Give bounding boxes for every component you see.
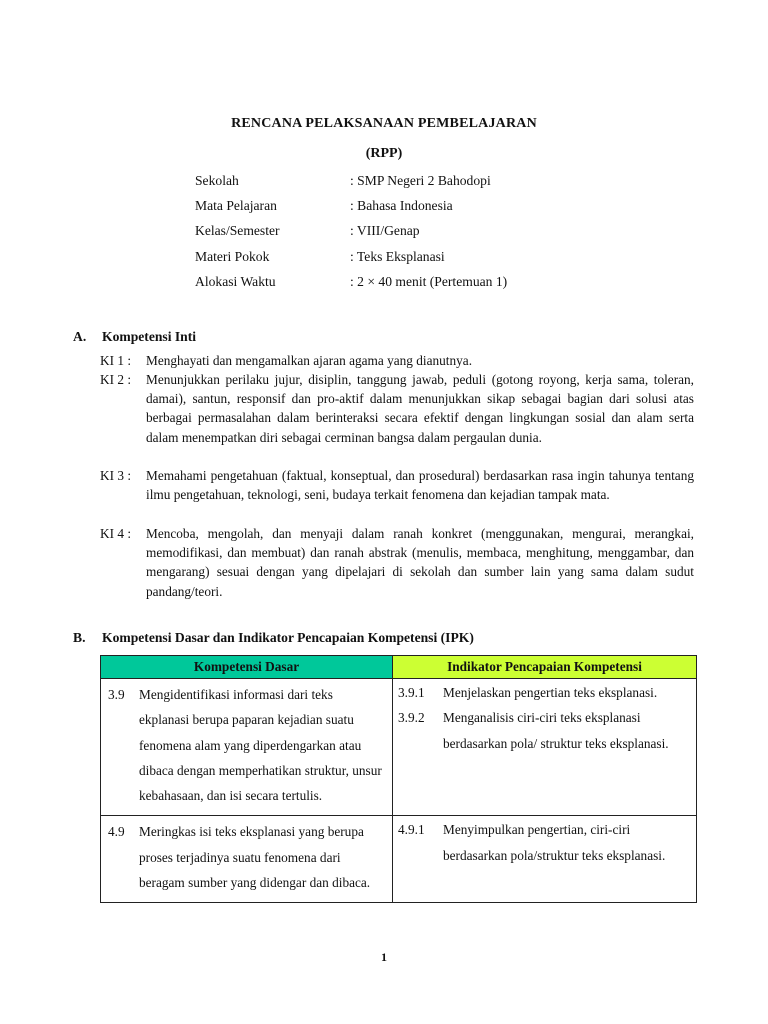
info-key: Materi Pokok [195, 249, 270, 264]
info-value: : 2 × 40 menit (Pertemuan 1) [350, 274, 508, 289]
ipk-item [398, 705, 695, 756]
header-kompetensi-dasar: Kompetensi Dasar [101, 656, 393, 679]
info-key: Kelas/Semester [195, 223, 280, 238]
info-key: Sekolah [195, 173, 239, 188]
ki-label: KI 1 : [100, 353, 132, 368]
kd-cell [101, 679, 393, 816]
kd-text: Mengidentifikasi informasi dari teks ekplanasi berupa paparan kejadian suatu fenomena alam yang diperdengarkan atau dibaca dengan memperhatikan struktur, unsur kebahasaan, dan isi secara tertulis. [139, 687, 382, 804]
ipk-text: Menyimpulkan pengertian, ciri-ciri berdasarkan pola/struktur teks eksplanasi. [443, 822, 666, 863]
section-b-heading [73, 630, 474, 646]
ki-label: KI 2 : [100, 372, 132, 387]
info-key: Mata Pelajaran [195, 198, 277, 213]
section-title: Kompetensi Inti [102, 329, 197, 344]
ipk-text: Menjelaskan pengertian teks eksplanasi. [443, 685, 658, 700]
info-value: : Bahasa Indonesia [350, 198, 453, 213]
ipk-code: 3.9.2 [398, 710, 425, 726]
table-row [101, 679, 697, 816]
section-a-heading [73, 329, 196, 345]
ipk-cell [393, 816, 697, 903]
header-indikator: Indikator Pencapaian Kompetensi [393, 656, 697, 679]
ipk-item [398, 817, 695, 868]
ki-item-2 [100, 370, 694, 447]
info-value: : Teks Eksplanasi [350, 249, 445, 264]
info-key: Alokasi Waktu [195, 274, 276, 289]
ki-text: Memahami pengetahuan (faktual, konseptual, dan prosedural) berdasarkan rasa ingin tahunya tentang ilmu pengetahuan, teknologi, seni, budaya terkait fenomena dan kejadian tampak mata. [146, 468, 694, 503]
ki-text: Menghayati dan mengamalkan ajaran agama yang dianutnya. [146, 353, 473, 368]
kd-text: Meringkas isi teks eksplanasi yang berupa proses terjadinya suatu fenomena dari beragam sumber yang didengar dan dibaca. [139, 824, 371, 891]
ipk-item [398, 680, 695, 705]
ki-item-4 [100, 524, 694, 601]
ki-text: Menunjukkan perilaku jujur, disiplin, tanggung jawab, peduli (gotong royong, kerja sama, toleran, damai), santun, responsif dan pro-aktif dalam menunjukkan sikap sebagai bagian dari solusi atas berbagai permasalahan dalam berinteraksi secara efektif dengan lingkungan sosial dan alam serta dalam menempatkan diri sebagai cerminan bangsa dalam pergaulan dunia. [146, 372, 694, 445]
ki-item-1 [100, 351, 694, 370]
section-title: Kompetensi Dasar dan Indikator Pencapaian Kompetensi (IPK) [102, 630, 474, 645]
section-number: A. [73, 329, 87, 344]
ki-label: KI 3 : [100, 468, 132, 483]
info-value: : VIII/Genap [350, 223, 420, 238]
kd-code: 4.9 [108, 824, 125, 840]
ipk-code: 3.9.1 [398, 685, 425, 700]
document-subtitle: (RPP) [365, 146, 403, 161]
document-title: RENCANA PELAKSANAAN PEMBELAJARAN [231, 116, 537, 131]
table-header-row [101, 656, 697, 679]
table-row [101, 816, 697, 903]
ipk-cell [393, 679, 697, 816]
kd-code: 3.9 [108, 687, 125, 702]
ipk-text: Menganalisis ciri-ciri teks eksplanasi berdasarkan pola/ struktur teks eksplanasi. [443, 710, 669, 751]
ki-item-3 [100, 466, 694, 504]
ki-label: KI 4 : [100, 526, 132, 541]
ipk-code: 4.9.1 [398, 822, 425, 838]
info-value: : SMP Negeri 2 Bahodopi [350, 173, 491, 188]
page-number: 1 [381, 950, 387, 964]
kd-ipk-table [100, 655, 697, 903]
ki-text: Mencoba, mengolah, dan menyaji dalam ranah konkret (menggunakan, mengurai, merangkai, memodifikasi, dan membuat) dan ranah abstrak (menulis, membaca, menghitung, menggambar, dan mengarang) sesuai dengan yang dipelajari di sekolah dan sumber lain yang sama dalam sudut pandang/teori. [146, 526, 694, 599]
section-number: B. [73, 630, 86, 645]
kd-cell [101, 816, 393, 903]
